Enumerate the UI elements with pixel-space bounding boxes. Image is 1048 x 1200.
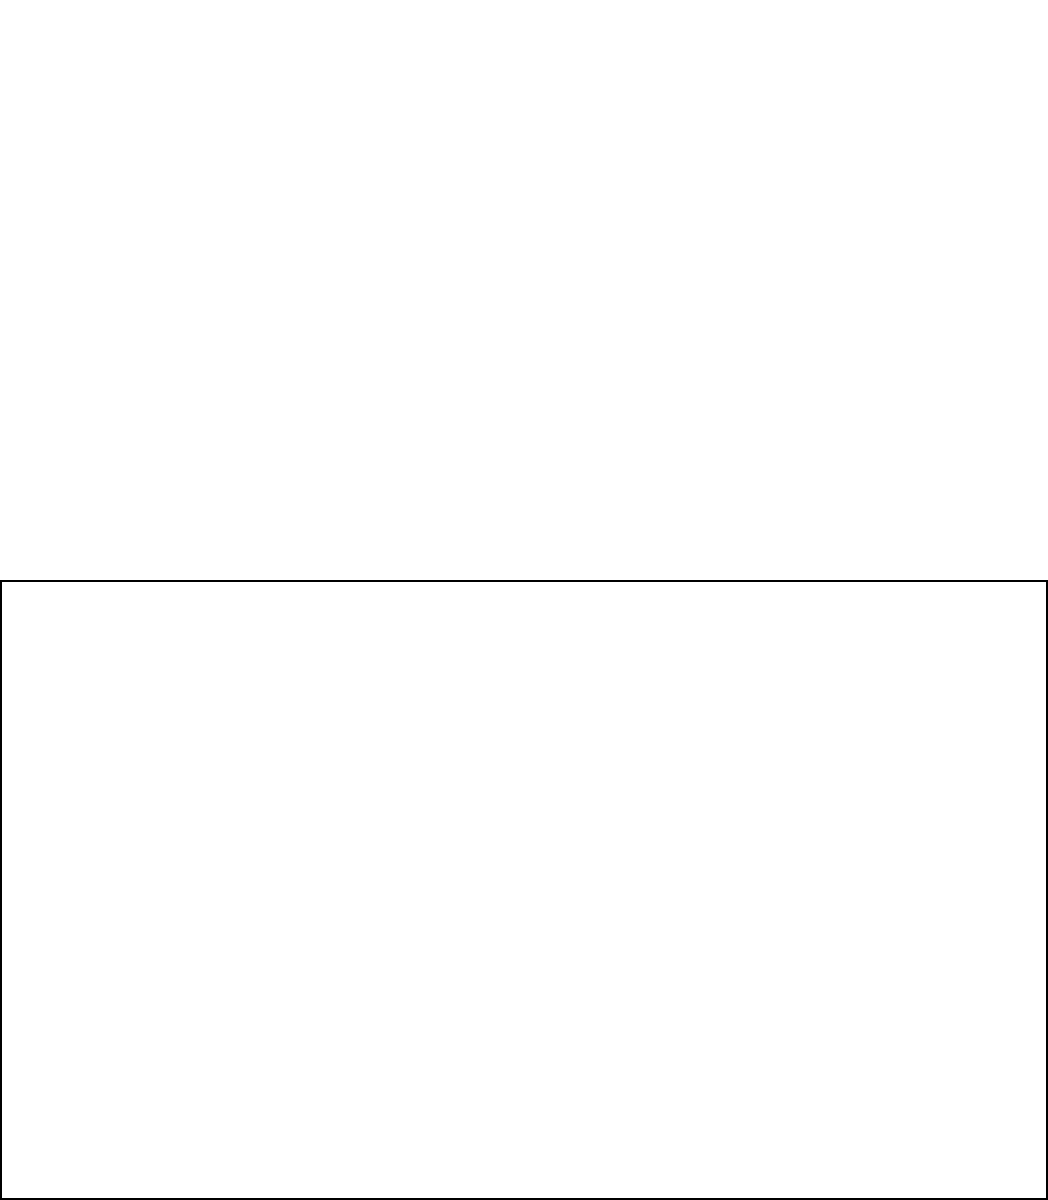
- chart-header: [0, 0, 1048, 580]
- jiazi-calendar-grid: [0, 580, 1048, 1200]
